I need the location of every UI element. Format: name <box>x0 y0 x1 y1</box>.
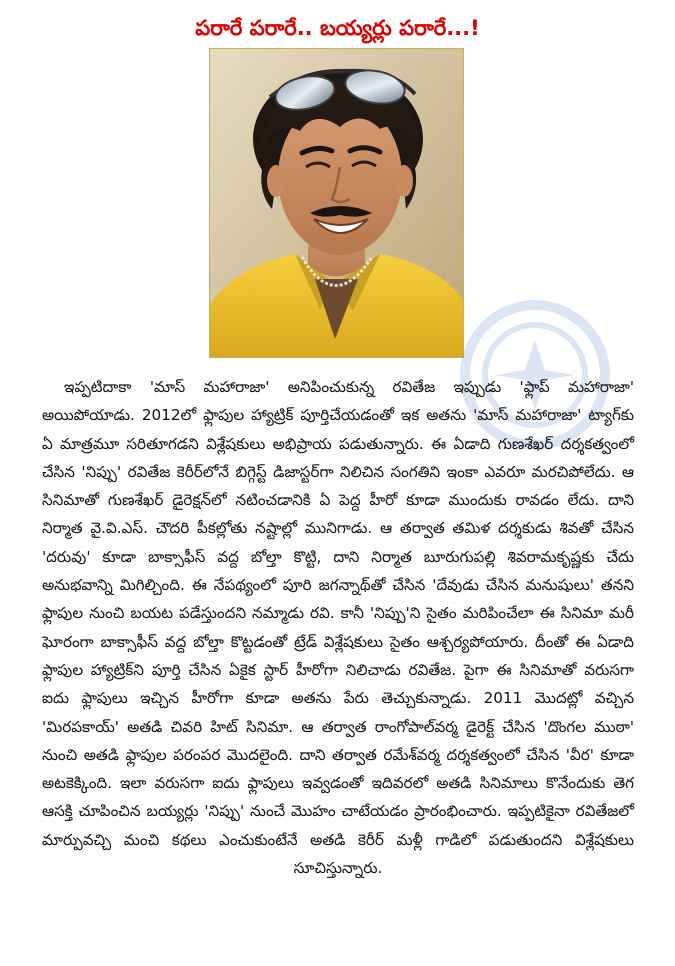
article-paragraph: ఇప్పటిదాకా 'మాస్ మహారాజా' అనిపించుకున్న రవితేజ ఇప్పుడు 'ఫ్లాప్ మహారాజా' అయిపోయాడు. 2012లో ఫ్లాపుల హ్యాట్రిక్ పూర్తిచేయడంతో ఇక అతను 'మాస్ మహారాజా' ట్యాగ్‌కు ఏ మాత్రమూ సరితూగడని విశ్లేషకులు అభిప్రాయ పడుతున్నారు. ఈ ఏడాది గుణశేఖర్ దర్శకత్వంలో చేసిన 'నిప్పు' రవితేజ కెరీర్‌లోనే బిగ్గెస్ట్ డిజాస్టర్‌గా నిలిచిన సంగతిని ఇంకా ఎవరూ మరచిపోలేదు. ఆ సినిమాతో గుణశేఖర్ డైరెక్షన్‌లో నటించడానికి ఏ పెద్ద హీరో కూడా ముందుకు రావడం లేదు. దాని నిర్మాత వై.వి.ఎస్. చౌదరి పీకల్లోతు నష్టాల్లో మునిగాడు. ఆ తర్వాత తమిళ దర్శకుడు శివతో చేసిన 'దరువు' కూడా బాక్సాఫీస్ వద్ద బోల్తా కొట్టి, దాని నిర్మాత బూరుగుపల్లి శివరామకృష్ణకు చేదు అనుభవాన్ని మిగిల్చింది. ఈ నేపథ్యంలో పూరి జగన్నాథ్‌తో చేసిన 'దేవుడు చేసిన మనుషులు' తనని ఫ్లాపుల నుంచి బయట పడేస్తుందని నమ్మాడు రవి. కానీ 'నిప్పు'ని సైతం మరిపించేలా ఈ సినిమా మరీ ఘోరంగా బాక్సాఫీస్ వద్ద బోల్తా కొట్టడంతో ట్రేడ్ విశ్లేషకులు సైతం ఆశ్చర్యపోయారు. దీంతో ఈ ఏడాది ఫ్లాపుల హ్యాట్రిక్‌ని పూర్తి చేసిన ఏకైక స్టార్ హీరోగా నిలిచాడు రవితేజ. పైగా ఈ సినిమాతో వరుసగా ఐదు ఫ్లాపులు ఇచ్చిన హీరోగా కూడా అతను పేరు తెచ్చుకున్నాడు. 2011 మొదట్లో వచ్చిన 'మిరపకాయ్' అతడి చివరి హిట్ సినిమా. ఆ తర్వాత రాంగోపాల్‌వర్మ డైరెక్ట్ చేసిన 'దొంగల ముఠా' నుంచి అతడి ఫ్లాపుల పరంపర మొదలైంది. దాని తర్వాత రమేశ్‌వర్మ దర్శకత్వంలో చేసిన 'వీర' కూడా అటకెక్కింది. ఇలా వరుసగా ఐదు ఫ్లాపులు ఇవ్వడంతో ఇదివరలో అతడి సినిమాలు కొనేందుకు తెగ ఆసక్తి చూపించిన బయ్యర్లు 'నిప్పు' నుంచే మొహం చాటేయడం ప్రారంభించారు. ఇప్పటికైనా రవితేజలో మార్పువచ్చి మంచి కథలు ఎంచుకుంటేనే అతడి కెరీర్ మళ్లీ గాడిలో పడుతుందని విశ్లేషకులు సూచిస్తున్నారు. <box>42 378 634 878</box>
headline: పరారే పరారే.. బయ్యర్లు పరారే...! <box>195 16 480 40</box>
article-body <box>42 373 634 882</box>
article-photo <box>209 48 464 358</box>
